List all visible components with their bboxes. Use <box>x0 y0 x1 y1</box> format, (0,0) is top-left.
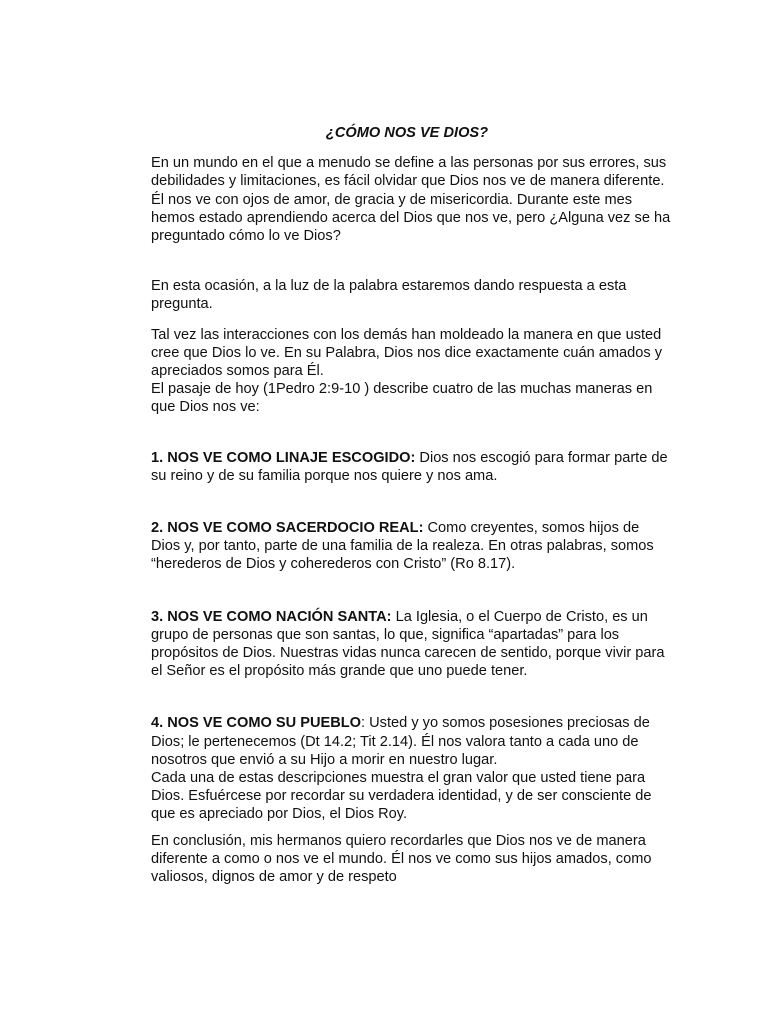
point-2-heading: 2. NOS VE COMO SACERDOCIO REAL: <box>151 520 424 537</box>
point-2-text: Como creyentes, somos hijos de Dios y, por tanto, parte de una familia de la realeza. En otras palabras, somos “herederos de Dios y coherederos con Cristo” (Ro 8.17). <box>151 520 654 573</box>
intro-paragraph: En un mundo en el que a menudo se define a las personas por sus errores, sus debilidades y limitaciones, es fácil olvidar que Dios nos ve de manera diferente. Él nos ve con ojos de amor, de gracia y de misericordia. Durante este mes hemos estado aprendiendo acerca del Dios que nos ve, pero ¿Alguna vez se ha preguntado cómo lo ve Dios? <box>151 155 671 245</box>
document-body <box>151 124 671 886</box>
descriptions-paragraph: Cada una de estas descripciones muestra el gran valor que usted tiene para Dios. Esfuércese por recordar su verdadera identidad, y de ser consciente de que es apreciado por Dios, el Dios Roy. <box>151 770 652 823</box>
point-1 <box>151 449 671 485</box>
point-4-heading: 4. NOS VE COMO SU PUEBLO <box>151 715 362 732</box>
point-2 <box>151 519 671 574</box>
point-1-text: Dios nos escogió para formar parte de su reino y de su familia porque nos quiere y nos ama. <box>151 449 668 484</box>
interactions-paragraph: Tal vez las interacciones con los demás han moldeado la manera en que usted cree que Dios lo ve. En su Palabra, Dios nos dice exactamente cuán amados y apreciados somos para Él. <box>151 326 663 380</box>
point-4-text: : Usted y yo somos posesiones preciosas de Dios; le pertenecemos (Dt 14.2; Tit 2.14). Él nos valora tanto a cada uno de nosotros que envió a su Hijo a morir en nuestro lugar. <box>151 715 650 768</box>
document-title: ¿CÓMO NOS VE DIOS? <box>325 125 489 141</box>
point-3-heading: 3. NOS VE COMO NACIÓN SANTA: <box>151 608 392 625</box>
conclusion-paragraph: En conclusión, mis hermanos quiero recordarles que Dios nos ve de manera diferente a como o nos ve el mundo. Él nos ve como sus hijos amados, como valiosos, dignos de amor y de respeto <box>151 832 652 886</box>
occasion-paragraph: En esta ocasión, a la luz de la palabra estaremos dando respuesta a esta pregunta. <box>151 278 627 313</box>
passage-paragraph: El pasaje de hoy (1Pedro 2:9-10 ) describe cuatro de las muchas maneras en que Dios nos ve: <box>151 381 653 416</box>
point-3-text: La Iglesia, o el Cuerpo de Cristo, es un grupo de personas que son santas, lo que, significa “apartadas” para los propósitos de Dios. Nuestras vidas nunca carecen de sentido, porque vivir para el Señor es el propósito más grande que uno puede tener. <box>151 608 665 680</box>
point-1-heading: 1. NOS VE COMO LINAJE ESCOGIDO: <box>151 449 416 466</box>
point-4 <box>151 714 671 769</box>
point-3 <box>151 608 671 681</box>
